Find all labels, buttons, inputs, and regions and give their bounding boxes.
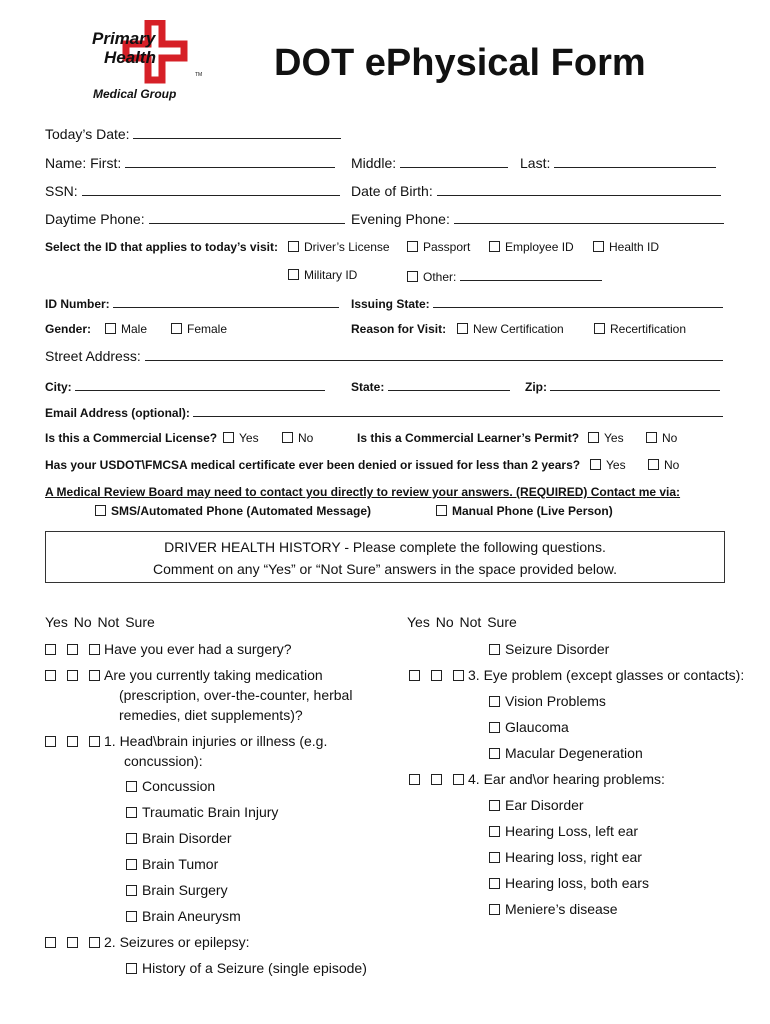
commercial-license-no[interactable]: No: [282, 431, 313, 445]
checkbox[interactable]: [489, 696, 500, 707]
not-sure-checkbox[interactable]: [89, 670, 100, 681]
checkbox[interactable]: [126, 781, 137, 792]
right-column-header: Yes No Not Sure: [407, 614, 517, 630]
seizures-question[interactable]: 2. Seizures or epilepsy:: [45, 934, 250, 950]
checkbox[interactable]: [646, 432, 657, 443]
id-option-military-id[interactable]: Military ID: [288, 268, 357, 282]
sub-brain-aneurysm[interactable]: Brain Aneurysm: [126, 908, 241, 924]
checkbox[interactable]: [126, 911, 137, 922]
sub-vision-problems[interactable]: Vision Problems: [489, 693, 606, 709]
id-option-health-id[interactable]: Health ID: [593, 240, 659, 254]
logo-tm: TM: [195, 72, 203, 78]
sub-concussion[interactable]: Concussion: [126, 778, 215, 794]
last-name-label: Last:: [520, 155, 551, 171]
checkbox[interactable]: [95, 505, 106, 516]
head-injury-line-2: concussion):: [124, 753, 203, 769]
reason-recertification[interactable]: Recertification: [594, 322, 686, 336]
checkbox[interactable]: [588, 432, 599, 443]
history-box-line-2: Comment on any “Yes” or “Not Sure” answers in the space provided below.: [152, 561, 618, 577]
sub-seizure-disorder[interactable]: Seizure Disorder: [489, 641, 609, 657]
daytime-phone-field[interactable]: [45, 211, 345, 227]
todays-date-field[interactable]: [45, 126, 341, 142]
head-injury-question[interactable]: 1. Head\brain injuries or illness (e.g.: [45, 733, 327, 749]
yes-checkbox[interactable]: [45, 644, 56, 655]
medication-line-2: (prescription, over-the-counter, herbal: [119, 687, 353, 703]
first-name-label: Name: First:: [45, 155, 122, 171]
not-sure-checkbox[interactable]: [89, 644, 100, 655]
daytime-phone-label: Daytime Phone:: [45, 211, 145, 227]
usdot-yes[interactable]: Yes: [590, 458, 626, 472]
learners-permit-no[interactable]: No: [646, 431, 677, 445]
checkbox[interactable]: [436, 505, 447, 516]
checkbox[interactable]: [126, 885, 137, 896]
checkbox[interactable]: [594, 323, 605, 334]
sub-hearing-loss-both[interactable]: Hearing loss, both ears: [489, 875, 649, 891]
usdot-question: Has your USDOT\FMCSA medical certificate ever been denied or issued for less than 2 years?: [45, 458, 581, 472]
eye-problem-question[interactable]: 3. Eye problem (except glasses or contacts):: [409, 667, 744, 683]
checkbox[interactable]: [288, 241, 299, 252]
checkbox[interactable]: [407, 241, 418, 252]
gender-male[interactable]: Male: [105, 322, 147, 336]
learners-permit-question: Is this a Commercial Learner’s Permit?: [357, 431, 580, 445]
no-checkbox[interactable]: [67, 736, 78, 747]
id-option-passport[interactable]: Passport: [407, 240, 470, 254]
gender-label: Gender:: [45, 322, 92, 336]
checkbox[interactable]: [126, 859, 137, 870]
reason-new-certification[interactable]: New Certification: [457, 322, 564, 336]
checkbox[interactable]: [489, 800, 500, 811]
email-label: Email Address (optional):: [45, 406, 190, 420]
checkbox[interactable]: [648, 459, 659, 470]
no-checkbox[interactable]: [67, 937, 78, 948]
no-checkbox[interactable]: [431, 774, 442, 785]
checkbox[interactable]: [489, 878, 500, 889]
no-checkbox[interactable]: [67, 644, 78, 655]
sub-menieres-disease[interactable]: Meniere’s disease: [489, 901, 618, 917]
yes-checkbox[interactable]: [45, 670, 56, 681]
evening-phone-label: Evening Phone:: [351, 211, 450, 227]
todays-date-label: Today’s Date:: [45, 126, 130, 142]
zip-field[interactable]: [525, 378, 720, 394]
not-sure-checkbox[interactable]: [89, 937, 100, 948]
sub-hearing-loss-right[interactable]: Hearing loss, right ear: [489, 849, 642, 865]
medication-line-3: remedies, diet supplements)?: [119, 707, 303, 723]
last-name-field[interactable]: [520, 155, 716, 171]
issuing-state-field[interactable]: [351, 295, 723, 311]
history-box-line-1: DRIVER HEALTH HISTORY - Please complete the following questions.: [164, 539, 606, 555]
middle-name-label: Middle:: [351, 155, 397, 171]
street-address-label: Street Address:: [45, 348, 141, 364]
checkbox[interactable]: [489, 826, 500, 837]
checkbox[interactable]: [288, 269, 299, 280]
state-field[interactable]: [351, 378, 510, 394]
checkbox[interactable]: [593, 241, 604, 252]
medication-question[interactable]: Are you currently taking medication: [45, 667, 323, 683]
checkbox[interactable]: [489, 722, 500, 733]
email-field[interactable]: [45, 404, 723, 420]
zip-label: Zip:: [525, 380, 547, 394]
contact-notice: A Medical Review Board may need to contact you directly to review your answers. (REQUIRED) Contact me via:: [45, 485, 681, 499]
checkbox[interactable]: [489, 748, 500, 759]
city-label: City:: [45, 380, 72, 394]
primary-health-logo: [90, 20, 214, 102]
contact-sms-option[interactable]: SMS/Automated Phone (Automated Message): [95, 504, 371, 518]
logo-text-primary: Primary: [92, 29, 156, 48]
checkbox[interactable]: [590, 459, 601, 470]
sub-brain-tumor[interactable]: Brain Tumor: [126, 856, 218, 872]
dob-field[interactable]: [351, 183, 721, 199]
id-option-other[interactable]: Other:: [407, 268, 602, 284]
sub-brain-surgery[interactable]: Brain Surgery: [126, 882, 228, 898]
checkbox[interactable]: [407, 271, 418, 282]
yes-checkbox[interactable]: [409, 670, 420, 681]
surgery-question[interactable]: Have you ever had a surgery?: [45, 641, 292, 657]
checkbox[interactable]: [105, 323, 116, 334]
not-sure-checkbox[interactable]: [453, 774, 464, 785]
not-sure-checkbox[interactable]: [89, 736, 100, 747]
checkbox[interactable]: [126, 833, 137, 844]
ssn-label: SSN:: [45, 183, 78, 199]
commercial-license-yes[interactable]: Yes: [223, 431, 259, 445]
ssn-field[interactable]: [45, 183, 340, 199]
sub-history-of-seizure[interactable]: History of a Seizure (single episode): [126, 960, 367, 976]
id-number-field[interactable]: [45, 295, 339, 311]
checkbox[interactable]: [489, 644, 500, 655]
logo-text-medical-group: Medical Group: [93, 87, 177, 101]
first-name-field[interactable]: [45, 155, 335, 171]
driver-health-history-box: [45, 531, 725, 583]
sub-brain-disorder[interactable]: Brain Disorder: [126, 830, 231, 846]
id-option-drivers-license[interactable]: Driver’s License: [288, 240, 390, 254]
contact-manual-option[interactable]: Manual Phone (Live Person): [436, 504, 613, 518]
street-address-field[interactable]: [45, 348, 723, 364]
id-option-employee-id[interactable]: Employee ID: [489, 240, 574, 254]
no-checkbox[interactable]: [431, 670, 442, 681]
logo-text-health: Health: [104, 48, 156, 67]
checkbox[interactable]: [489, 852, 500, 863]
commercial-license-question: Is this a Commercial License?: [45, 431, 218, 445]
sub-glaucoma[interactable]: Glaucoma: [489, 719, 569, 735]
sub-traumatic-brain-injury[interactable]: Traumatic Brain Injury: [126, 804, 278, 820]
state-label: State:: [351, 380, 385, 394]
checkbox[interactable]: [171, 323, 182, 334]
left-column-header: Yes No Not Sure: [45, 614, 155, 630]
usdot-no[interactable]: No: [648, 458, 679, 472]
not-sure-checkbox[interactable]: [453, 670, 464, 681]
reason-label: Reason for Visit:: [351, 322, 447, 336]
learners-permit-yes[interactable]: Yes: [588, 431, 624, 445]
checkbox[interactable]: [489, 904, 500, 915]
sub-hearing-loss-left[interactable]: Hearing Loss, left ear: [489, 823, 638, 839]
gender-female[interactable]: Female: [171, 322, 227, 336]
checkbox[interactable]: [282, 432, 293, 443]
page-title: DOT ePhysical Form: [274, 42, 646, 84]
dob-label: Date of Birth:: [351, 183, 433, 199]
select-id-label: Select the ID that applies to today’s visit:: [45, 240, 278, 254]
issuing-state-label: Issuing State:: [351, 297, 430, 311]
evening-phone-field[interactable]: [351, 211, 724, 227]
yes-checkbox[interactable]: [409, 774, 420, 785]
sub-macular-degeneration[interactable]: Macular Degeneration: [489, 745, 643, 761]
yes-checkbox[interactable]: [45, 736, 56, 747]
no-checkbox[interactable]: [67, 670, 78, 681]
sub-ear-disorder[interactable]: Ear Disorder: [489, 797, 584, 813]
checkbox[interactable]: [457, 323, 468, 334]
checkbox[interactable]: [126, 807, 137, 818]
ear-problem-question[interactable]: 4. Ear and\or hearing problems:: [409, 771, 665, 787]
id-number-label: ID Number:: [45, 297, 110, 311]
checkbox[interactable]: [223, 432, 234, 443]
middle-name-field[interactable]: [351, 155, 508, 171]
city-field[interactable]: [45, 378, 325, 394]
checkbox[interactable]: [489, 241, 500, 252]
yes-checkbox[interactable]: [45, 937, 56, 948]
checkbox[interactable]: [126, 963, 137, 974]
